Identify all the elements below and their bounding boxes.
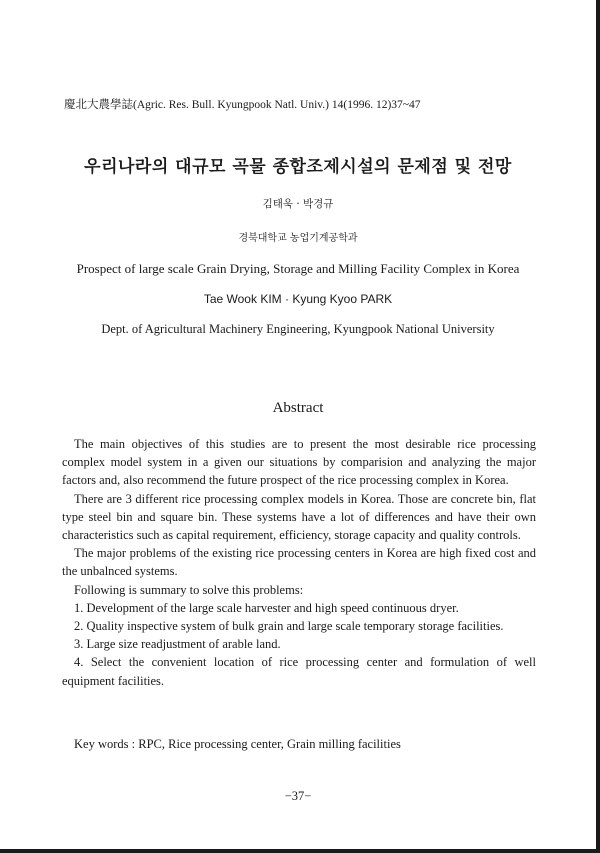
abstract-body (62, 435, 536, 690)
abstract-list-item: 4. Select the convenient location of rice processing center and formulation of well equipment facilities. (62, 655, 536, 688)
abstract-heading: Abstract (272, 400, 324, 416)
english-authors: Tae Wook KIM · Kyung Kyoo PARK (203, 292, 393, 306)
korean-authors: 김태욱 · 박경규 (262, 198, 334, 210)
abstract-list-item: 2. Quality inspective system of bulk grain and large scale temporary storage facilities. (74, 619, 504, 634)
abstract-paragraph: The major problems of the existing rice processing centers in Korea are high fixed cost and the unbalnced systems. (62, 546, 536, 579)
keywords: Key words : RPC, Rice processing center, Grain milling facilities (74, 737, 401, 751)
abstract-paragraph: Following is summary to solve this problems: (74, 582, 304, 597)
abstract-list-item: 3. Large size readjustment of arable land. (74, 637, 281, 652)
english-title: Prospect of large scale Grain Drying, Storage and Milling Facility Complex in Korea (76, 261, 520, 276)
abstract-list-item: 1. Development of the large scale harvester and high speed continuous dryer. (74, 600, 459, 615)
abstract-paragraph: There are 3 different rice processing complex models in Korea. Those are concrete bin, flat type steel bin and square bin. These systems have a lot of differences and have their own characteristics such as capital requirement, efficiency, storage capacity and quality controls. (62, 491, 536, 543)
english-affiliation: Dept. of Agricultural Machinery Engineering, Kyungpook National University (101, 322, 495, 336)
korean-title: 우리나라의 대규모 곡물 종합조제시설의 문제점 및 전망 (84, 157, 512, 177)
abstract-paragraph: The main objectives of this studies are to present the most desirable rice processing complex model system in a given our situations by comparision and analyzing the major factors and, also recommend the future prospect of the rice processing complex in Korea. (62, 437, 536, 488)
korean-affiliation: 경북대학교 농업기계공학과 (238, 233, 358, 244)
page-edge-bottom (0, 849, 600, 853)
page-edge-right (596, 0, 600, 853)
page-number: −37− (284, 789, 312, 803)
journal-citation: 慶北大農學誌(Agric. Res. Bull. Kyungpook Natl. Univ.) 14(1996. 12)37~47 (64, 99, 421, 111)
